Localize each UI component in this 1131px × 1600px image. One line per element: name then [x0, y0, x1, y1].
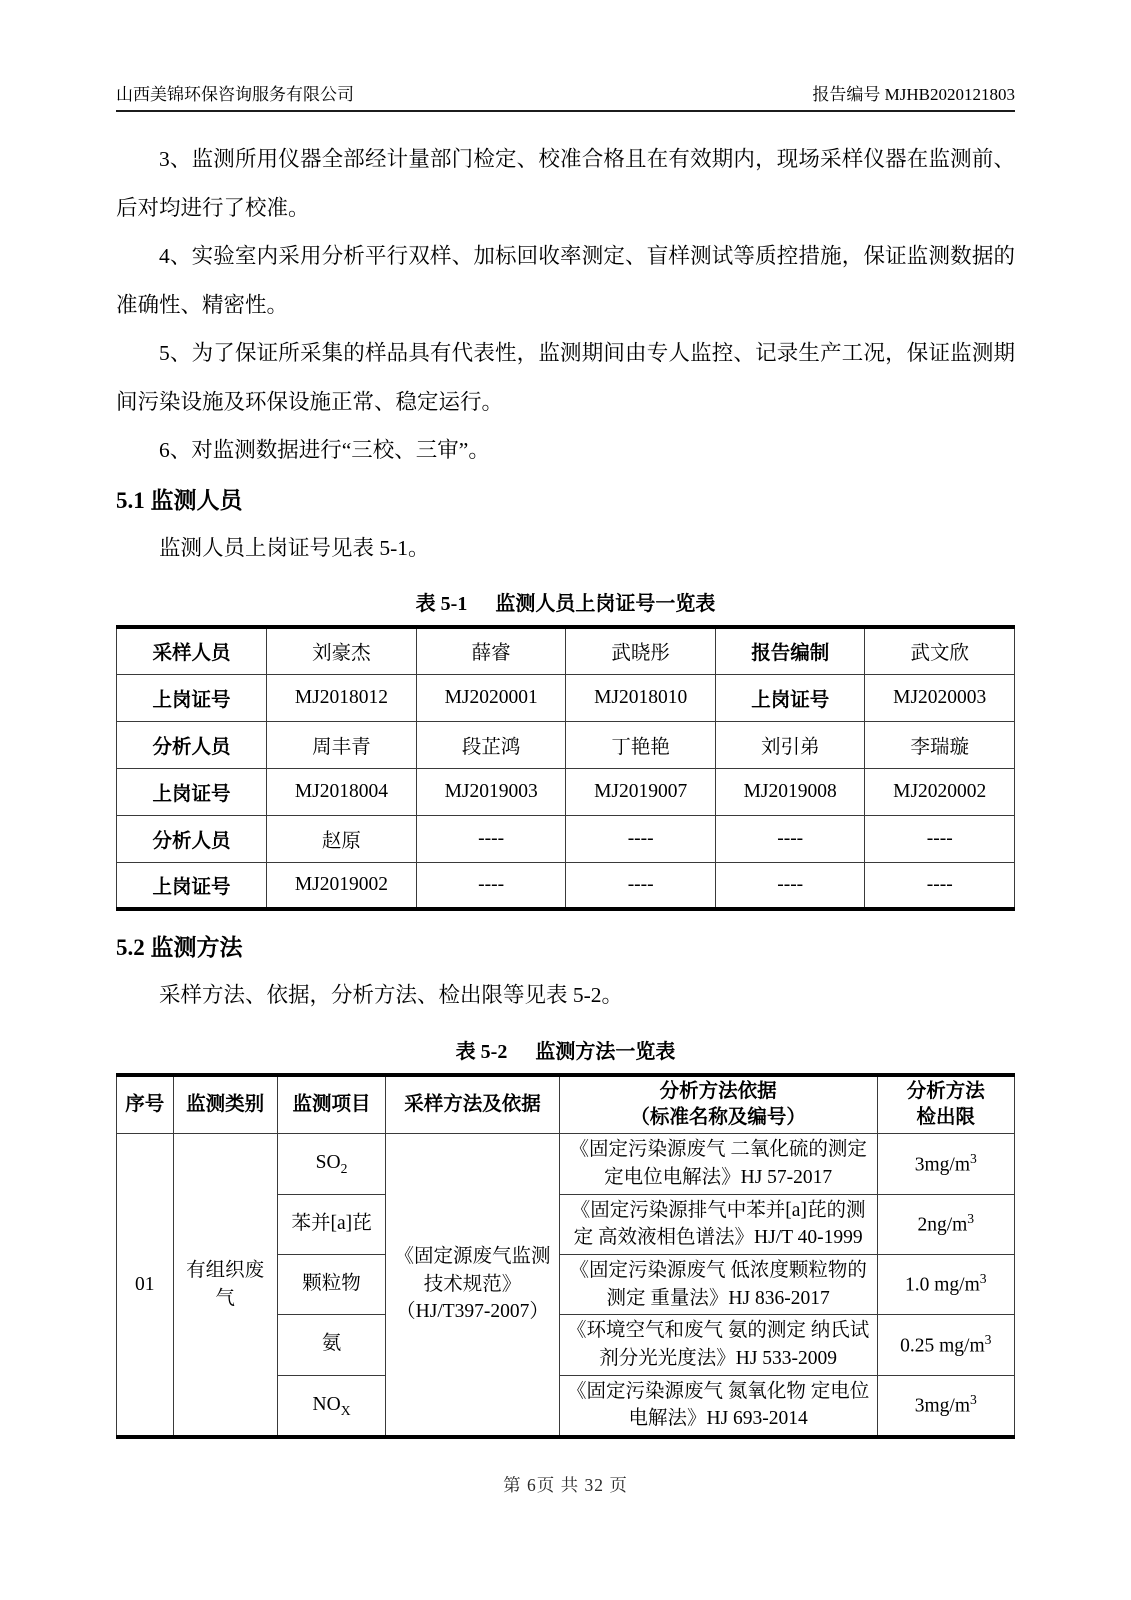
table-header-cell: 上岗证号 [715, 674, 865, 721]
table-cell: 丁艳艳 [566, 721, 716, 768]
section-5-1-intro: 监测人员上岗证号见表 5-1。 [159, 535, 430, 560]
table-5-2-caption-label: 表 5-2 [455, 1040, 508, 1063]
table-row [117, 721, 1015, 768]
table-cell: ---- [715, 862, 865, 909]
table-cell: 李瑞璇 [865, 721, 1015, 768]
limit-value: 3mg/m [914, 1395, 970, 1417]
table-header-cell: 采样人员 [117, 627, 267, 674]
section-heading-5-2: 5.2 监测方法 [116, 935, 243, 960]
table-header-cell [559, 1075, 877, 1134]
detection-limit-cell [877, 1375, 1014, 1437]
table-cell: 刘引弟 [715, 721, 865, 768]
table-row [117, 674, 1015, 721]
limit-superscript: 3 [979, 1271, 987, 1287]
table-header-cell [877, 1075, 1014, 1134]
page-content [116, 135, 1015, 1439]
analysis-method-cell: 《固定污染源废气 氮氧化物 定电位电解法》HJ 693-2014 [559, 1375, 877, 1437]
table-cell: MJ2018004 [266, 768, 416, 815]
analysis-basis-header-line2: （标准名称及编号） [630, 1106, 806, 1128]
table-cell: 周丰青 [266, 721, 416, 768]
table-row [117, 768, 1015, 815]
detection-limit-header-line1: 分析方法 [906, 1080, 985, 1102]
table-cell: ---- [715, 815, 865, 862]
section-heading-5-1: 5.1 监测人员 [116, 487, 243, 513]
analysis-method-cell: 《环境空气和废气 氨的测定 纳氏试剂分光光度法》HJ 533-2009 [559, 1315, 877, 1375]
limit-value: 0.25 mg/m [900, 1335, 985, 1357]
table-cell [277, 1194, 386, 1254]
table-cell: 赵原 [266, 815, 416, 862]
paragraph-4: 4、实验室内采用分析平行双样、加标回收率测定、盲样测试等质控措施，保证监测数据的准确性、精密性。 [116, 244, 1015, 317]
table-cell: MJ2020001 [416, 674, 566, 721]
table-cell: MJ2019008 [715, 768, 865, 815]
table-header-row [117, 1075, 1015, 1134]
monitoring-category-cell: 有组织废气 [173, 1134, 277, 1437]
table-5-1-caption [116, 587, 1015, 616]
table-cell: MJ2020003 [865, 674, 1015, 721]
table-5-1 [116, 625, 1015, 911]
table-header-cell: 分析人员 [117, 721, 267, 768]
table-cell: ---- [566, 815, 716, 862]
detection-limit-header-line2: 检出限 [916, 1106, 976, 1128]
detection-limit-cell [877, 1315, 1014, 1375]
sampling-method-cell: 《固定源废气监测技术规范》（HJ/T397-2007） [386, 1134, 559, 1437]
limit-value: 1.0 mg/m [904, 1274, 980, 1296]
paragraph-3: 3、监测所用仪器全部经计量部门检定、校准合格且在有效期内，现场采样仪器在监测前、后对均进行了校准。 [116, 147, 1015, 220]
table-cell: 武晓彤 [566, 627, 716, 674]
table-5-2-caption-title: 监测方法一览表 [535, 1040, 676, 1063]
table-row [117, 627, 1015, 674]
section-5-2-intro: 采样方法、依据，分析方法、检出限等见表 5-2。 [159, 983, 624, 1007]
table-cell: ---- [416, 862, 566, 909]
table-cell [277, 1254, 386, 1314]
analysis-method-cell: 《固定污染源废气 低浓度颗粒物的测定 重量法》HJ 836-2017 [559, 1254, 877, 1314]
table-cell: ---- [566, 862, 716, 909]
analysis-method-cell: 《固定污染源排气中苯并[a]芘的测定 高效液相色谱法》HJ/T 40-1999 [559, 1194, 877, 1254]
table-cell [277, 1315, 386, 1375]
table-5-1-caption-label: 表 5-1 [415, 593, 468, 615]
limit-superscript: 3 [970, 1392, 977, 1408]
table-row [117, 815, 1015, 862]
table-cell: MJ2018010 [566, 674, 716, 721]
table-row [117, 1134, 1015, 1194]
paragraph-6: 6、对监测数据进行“三校、三审”。 [159, 438, 490, 462]
item-subscript: X [340, 1402, 351, 1418]
serial-number-cell: 01 [117, 1134, 174, 1437]
page-header [116, 0, 1015, 112]
table-header-cell: 监测项目 [277, 1075, 386, 1134]
analysis-method-cell: 《固定污染源废气 二氧化硫的测定 定电位电解法》HJ 57-2017 [559, 1134, 877, 1194]
table-cell: MJ2019007 [566, 768, 716, 815]
table-header-cell: 采样方法及依据 [386, 1075, 559, 1134]
table-header-cell: 上岗证号 [117, 768, 267, 815]
table-cell [277, 1375, 386, 1437]
item-label: NO [312, 1393, 341, 1415]
table-cell: 武文欣 [865, 627, 1015, 674]
limit-superscript: 3 [984, 1331, 992, 1347]
page-number: 第 6页 共 32 页 [503, 1475, 628, 1495]
detection-limit-cell [877, 1134, 1014, 1194]
table-cell: MJ2019002 [266, 862, 416, 909]
table-5-2-caption [116, 1035, 1015, 1064]
table-cell: ---- [416, 815, 566, 862]
item-label: 颗粒物 [302, 1272, 361, 1294]
limit-value: 3mg/m [914, 1154, 970, 1176]
report-number: 报告编号 MJHB2020121803 [812, 85, 1015, 104]
table-header-cell: 分析人员 [117, 815, 267, 862]
analysis-basis-header-line1: 分析方法依据 [659, 1080, 777, 1102]
item-subscript: 2 [340, 1161, 348, 1177]
table-cell: MJ2019003 [416, 768, 566, 815]
table-5-2 [116, 1073, 1015, 1440]
table-cell: 薛睿 [416, 627, 566, 674]
table-header-cell: 上岗证号 [117, 862, 267, 909]
limit-superscript: 3 [967, 1211, 975, 1227]
limit-value: 2ng/m [917, 1214, 968, 1236]
company-name: 山西美锦环保咨询服务有限公司 [116, 85, 354, 104]
table-cell: ---- [865, 815, 1015, 862]
table-header-cell: 上岗证号 [117, 674, 267, 721]
table-cell: 段芷鸿 [416, 721, 566, 768]
item-label: 氨 [321, 1333, 342, 1355]
item-label: SO [315, 1152, 341, 1174]
table-cell: MJ2020002 [865, 768, 1015, 815]
detection-limit-cell [877, 1254, 1014, 1314]
table-5-1-caption-title: 监测人员上岗证号一览表 [495, 593, 716, 615]
limit-superscript: 3 [970, 1150, 977, 1166]
paragraph-5: 5、为了保证所采集的样品具有代表性，监测期间由专人监控、记录生产工况，保证监测期间污染设施及环保设施正常、稳定运行。 [116, 341, 1015, 414]
table-cell [277, 1134, 386, 1194]
detection-limit-cell [877, 1194, 1014, 1254]
table-cell: MJ2018012 [266, 674, 416, 721]
table-cell: ---- [865, 862, 1015, 909]
table-header-cell: 监测类别 [173, 1075, 277, 1134]
table-header-cell: 序号 [117, 1075, 174, 1134]
table-header-cell: 报告编制 [715, 627, 865, 674]
table-cell: 刘豪杰 [266, 627, 416, 674]
item-label: 苯并[a]芘 [291, 1212, 372, 1234]
table-row [117, 862, 1015, 909]
